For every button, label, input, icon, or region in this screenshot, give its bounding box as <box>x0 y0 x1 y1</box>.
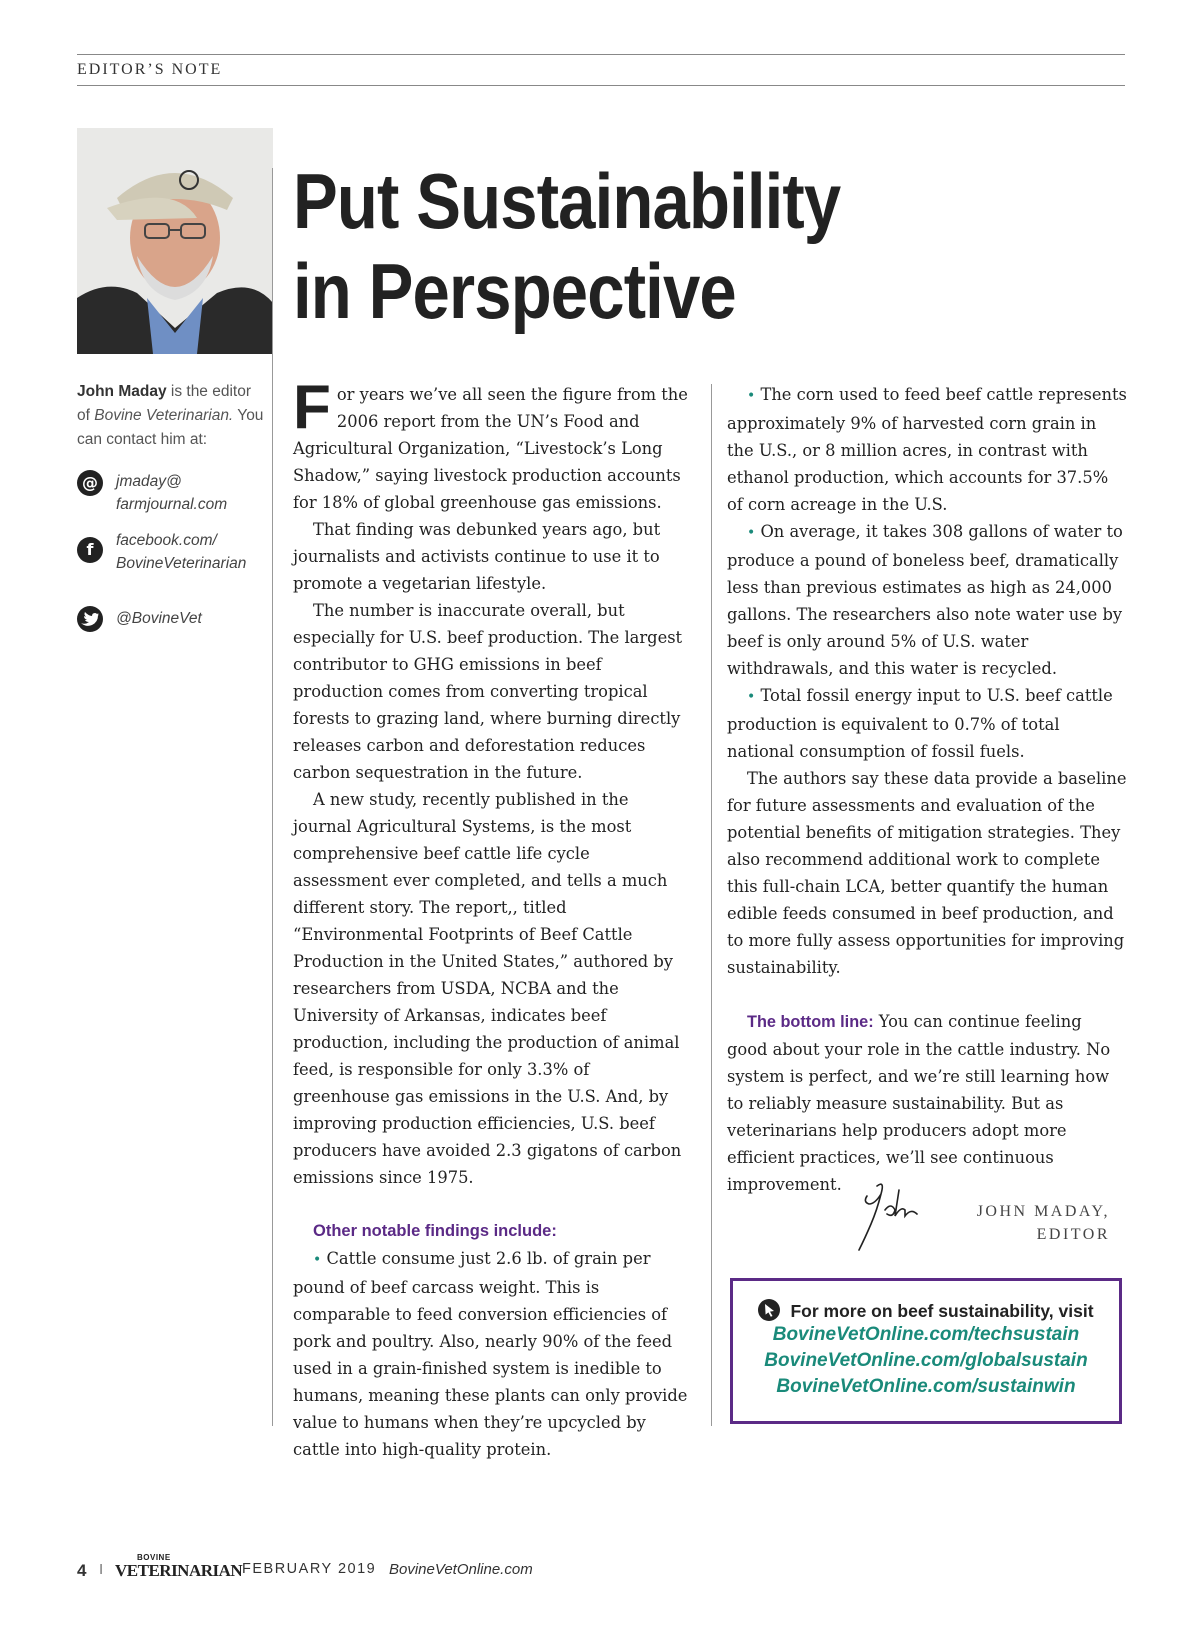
section-label: EDITOR’S NOTE <box>77 61 223 78</box>
finding-bullet-3: • On average, it takes 308 gallons of water to produce a pound of boneless beef, dramatically less than previous estimates as high as 24,000 gallons. The researchers also note water use by beef is only around 5% of U.S. water withdrawals, and this water is recycled. <box>727 522 1123 678</box>
left-column-rule <box>272 168 273 1426</box>
footer-separator: I <box>99 1561 104 1578</box>
paragraph-5: The authors say these data provide a baseline for future assessments and evaluation of the potential benefits of mitigation strategies. They also recommend additional work to complete this full-chain LCA, better quantify the human edible feeds consumed in beef production, and to more fully assess opportunities for improving sustainability. <box>727 769 1127 977</box>
link-sustainwin[interactable]: BovineVetOnline.com/sustainwin <box>776 1376 1076 1397</box>
cursor-icon <box>758 1299 780 1321</box>
facebook-icon: f <box>77 537 103 563</box>
page-footer <box>77 1553 777 1583</box>
author-name: John Maday <box>77 383 167 400</box>
link-globalsustain[interactable]: BovineVetOnline.com/globalsustain <box>764 1350 1088 1371</box>
bullet-dot: • <box>747 689 756 705</box>
link-techsustain[interactable]: BovineVetOnline.com/techsustain <box>772 1324 1080 1345</box>
paragraph-1: For years we’ve all seen the figure from the 2006 report from the UN’s Food and Agricultural Organization, “Livestock’s Long Shadow,” saying livestock production accounts for 18% of global greenhouse gas emissions. <box>293 373 688 512</box>
article-column-2 <box>727 381 1127 1198</box>
article-column-1 <box>293 373 688 1463</box>
twitter-icon <box>77 606 103 632</box>
signature-name <box>900 1200 1110 1246</box>
contact-prompt: You can contact him at: <box>77 407 264 448</box>
twitter-handle: @BovineVet <box>116 610 202 627</box>
editor-title: EDITOR <box>1036 1226 1110 1243</box>
bottom-line-label: The bottom line: <box>747 1013 874 1031</box>
footer-website[interactable]: BovineVetOnline.com <box>389 1561 533 1578</box>
page-title <box>293 156 981 336</box>
page-number: 4 <box>77 1561 87 1580</box>
issue-date: FEBRUARY 2019 <box>242 1561 377 1577</box>
more-info-heading: For more on beef sustainability, visit <box>733 1299 1119 1322</box>
section-header-bar <box>77 54 1125 86</box>
editor-name: JOHN MADAY, <box>976 1203 1110 1220</box>
email-line-1: jmaday@ <box>116 473 182 490</box>
paragraph-4: A new study, recently published in the journal Agricultural Systems, is the most comprehensive beef cattle life cycle assessment ever completed, and tells a much different story. The report,, titled “Environmental Footprints of Beef Cattle Production in the United States,” authored by researchers from USDA, NCBA and the University of Arkansas, indicates beef production, including the production of animal feed, is responsible for only 3.3% of greenhouse gas emissions in the U.S. And, by improving production efficiencies, U.S. beef producers have avoided 2.3 gigatons of carbon emissions since 1975. <box>293 790 682 1187</box>
email-line-2: farmjournal.com <box>116 496 228 513</box>
finding-bullet-1: • Cattle consume just 2.6 lb. of grain per pound of beef carcass weight. This is comparable to feed conversion efficiencies of pork and poultry. Also, nearly 90% of the feed used in a grain-finished system is inedible to humans, meaning these plants can only provide value to humans when they’re upcycled by cattle into high-quality protein. <box>293 1249 688 1459</box>
title-line-1: Put Sustainability <box>293 157 841 245</box>
at-icon: @ <box>77 470 103 496</box>
magazine-logo: BOVINE VETERINARIAN <box>115 1553 243 1580</box>
finding-bullet-4: • Total fossil energy input to U.S. beef cattle production is equivalent to 0.7% of total national consumption of fossil fuels. <box>727 686 1113 761</box>
findings-heading: Other notable findings include: <box>313 1222 557 1240</box>
paragraph-3: The number is inaccurate overall, but especially for U.S. beef production. The largest contributor to GHG emissions in beef production comes from converting tropical forests to grazing land, where burning directly releases carbon and deforestation reduces carbon sequestration in the future. <box>293 601 683 782</box>
bullet-dot: • <box>747 525 756 541</box>
middle-column-rule <box>711 384 712 1426</box>
title-line-2: in Perspective <box>293 247 736 335</box>
author-bio <box>77 380 267 452</box>
bottom-line-paragraph: The bottom line: You can continue feeling good about your role in the cattle industry. No system is perfect, and we’re still learning how to reliably measure sustainability. But as veterinarians help producers adopt more efficient practices, we’ll see continuous improvement. <box>727 1012 1111 1194</box>
more-info-box <box>730 1278 1122 1424</box>
bio-text: is the editor of <box>77 383 252 424</box>
bullet-dot: • <box>747 388 756 404</box>
bullet-dot: • <box>313 1252 322 1268</box>
facebook-line-1: facebook.com/ <box>116 532 217 549</box>
publication-name: Bovine Veterinarian. <box>94 407 234 424</box>
drop-cap: F <box>293 373 331 442</box>
author-photo <box>77 128 273 354</box>
finding-bullet-2: • The corn used to feed beef cattle represents approximately 9% of harvested corn grain in the U.S., or 8 million acres, in contrast with ethanol production, which accounts for 37.5% of corn acreage in the U.S. <box>727 385 1127 514</box>
paragraph-2: That finding was debunked years ago, but journalists and activists continue to use it to promote a vegetarian lifestyle. <box>293 520 661 593</box>
facebook-line-2: BovineVeterinarian <box>116 555 247 572</box>
